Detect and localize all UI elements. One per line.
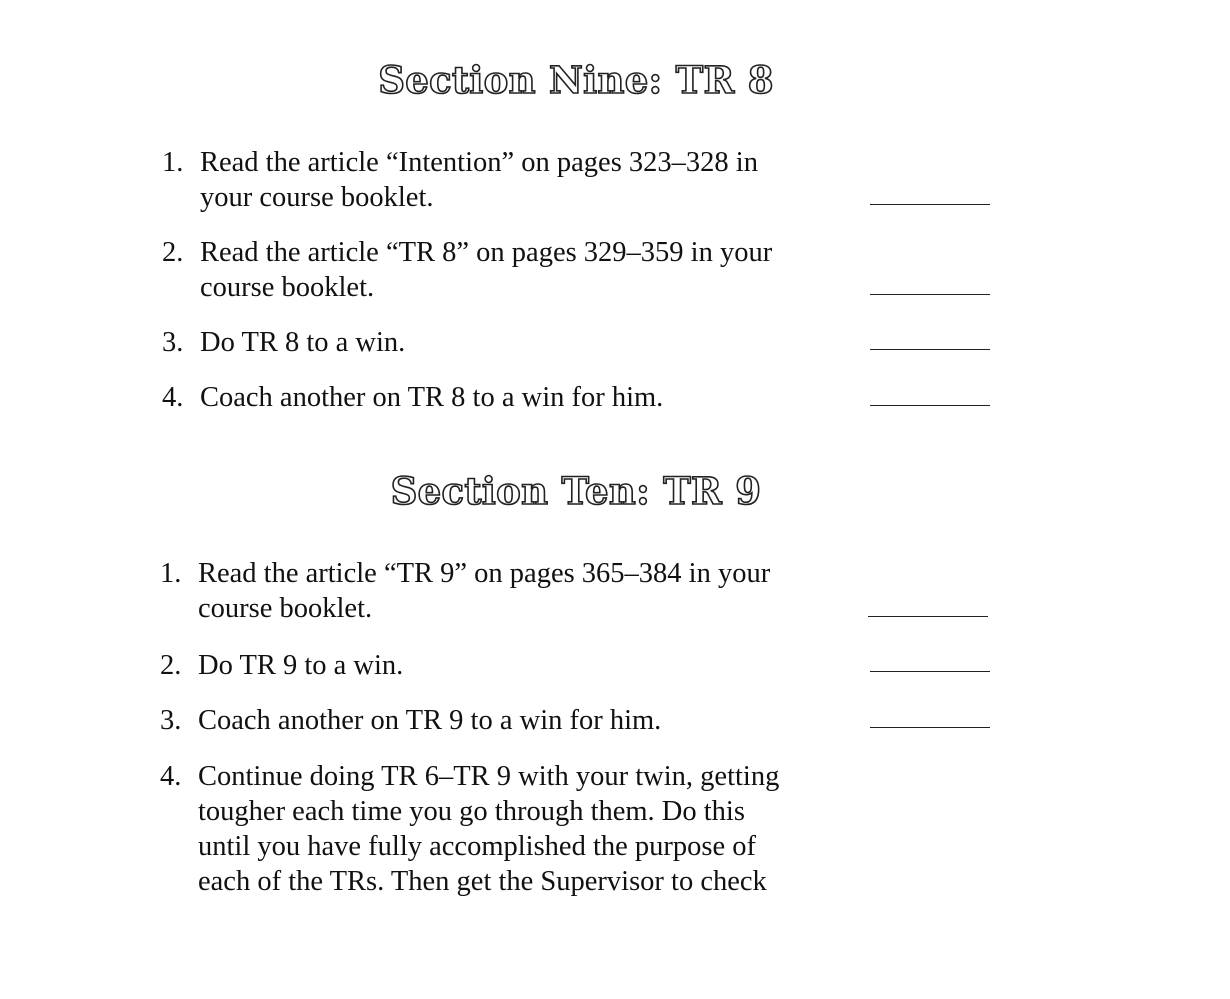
checkoff-line xyxy=(870,294,990,295)
item-number: 3. xyxy=(162,327,184,358)
checkoff-line xyxy=(868,616,988,617)
item-text-line-1: Continue doing TR 6–TR 9 with your twin, getting xyxy=(198,761,780,792)
item-text-line-3: until you have fully accomplished the purpose of xyxy=(198,831,756,862)
checkoff-line xyxy=(870,727,990,728)
item-text-line-1: Read the article “TR 8” on pages 329–359 in your xyxy=(200,237,773,268)
item-text-line-4: each of the TRs. Then get the Supervisor to check xyxy=(198,866,767,897)
item-text-line-1: Coach another on TR 8 to a win for him. xyxy=(200,382,664,413)
checkoff-line xyxy=(870,204,990,205)
checkoff-line xyxy=(870,405,990,406)
section-ten-title: Section Ten: TR 9 xyxy=(390,469,762,513)
item-number: 1. xyxy=(160,558,182,589)
item-text-line-1: Read the article “Intention” on pages 323–328 in xyxy=(200,147,758,178)
item-number: 2. xyxy=(162,237,184,268)
item-number: 1. xyxy=(162,147,184,178)
item-text-line-2: course booklet. xyxy=(198,593,373,624)
item-text-line-1: Read the article “TR 9” on pages 365–384 in your xyxy=(198,558,771,589)
checkoff-line xyxy=(870,671,990,672)
item-text-line-1: Do TR 8 to a win. xyxy=(200,327,406,358)
item-text-line-2: course booklet. xyxy=(200,272,375,303)
item-text-line-1: Do TR 9 to a win. xyxy=(198,650,404,681)
item-text-line-1: Coach another on TR 9 to a win for him. xyxy=(198,705,662,736)
item-number: 4. xyxy=(162,382,184,413)
section-nine-title: Section Nine: TR 8 xyxy=(378,58,774,102)
item-number: 2. xyxy=(160,650,182,681)
item-text-line-2: your course booklet. xyxy=(200,182,434,213)
item-number: 3. xyxy=(160,705,182,736)
checkoff-line xyxy=(870,349,990,350)
item-number: 4. xyxy=(160,761,182,792)
item-text-line-2: tougher each time you go through them. Do this xyxy=(198,796,745,827)
